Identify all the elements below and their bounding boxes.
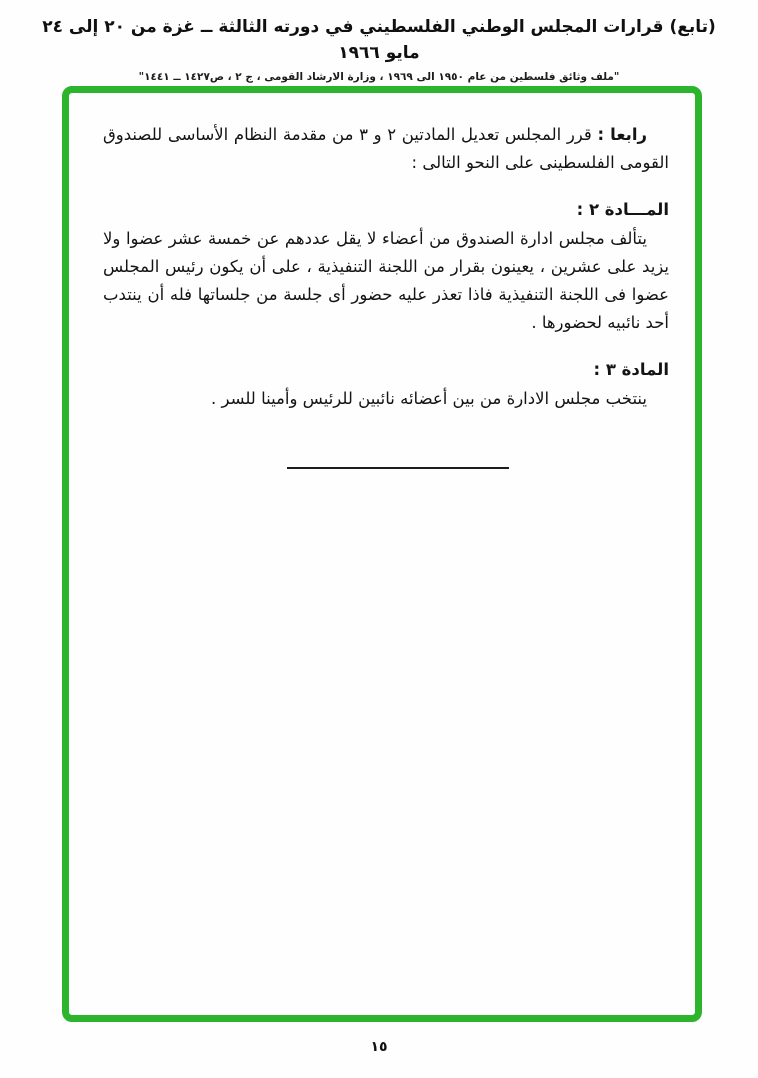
article-2-heading: المـــادة ٢ : bbox=[576, 200, 669, 219]
article-2-body: يتألف مجلس ادارة الصندوق من أعضاء لا يقل عددهم عن خمسة عشر عضوا ولا يزيد على عشرين ، يعينون بقرار من اللجنة التنفيذية ، على أن يكون رئيس المجلس عضوا فى اللجنة التنفيذية فاذا تعذر عليه حضور أى جلسة من جلساتها فله أن ينتدب أحد نائبيه لحضورها . bbox=[103, 229, 669, 332]
clause-fourth-label: رابعا : bbox=[597, 125, 648, 144]
clause-fourth-paragraph bbox=[103, 121, 669, 177]
separator-rule bbox=[287, 467, 509, 469]
article-3-heading: المادة ٣ : bbox=[593, 360, 669, 379]
document-title: (تابع) قرارات المجلس الوطني الفلسطيني في دورته الثالثة ــ غزة من ٢٠ إلى ٢٤ مايو ١٩٦٦ bbox=[42, 17, 716, 63]
clause-fourth-text: قرر المجلس تعديل المادتين ٢ و ٣ من مقدمة النظام الأساسى للصندوق القومى الفلسطينى على النحو التالى : bbox=[103, 125, 669, 172]
article-3-body: ينتخب مجلس الادارة من بين أعضائه نائبين للرئيس وأمينا للسر . bbox=[211, 389, 647, 408]
document-header bbox=[30, 14, 728, 83]
document-body bbox=[69, 93, 695, 469]
document-source-citation: "ملف وثائق فلسطين من عام ١٩٥٠ الى ١٩٦٩ ، وزارة الارشاد القومى ، ج ٢ ، ص١٤٢٧ ــ ١٤٤١" bbox=[138, 71, 620, 83]
document-frame bbox=[62, 86, 702, 1022]
page-number: ١٥ bbox=[370, 1039, 388, 1055]
